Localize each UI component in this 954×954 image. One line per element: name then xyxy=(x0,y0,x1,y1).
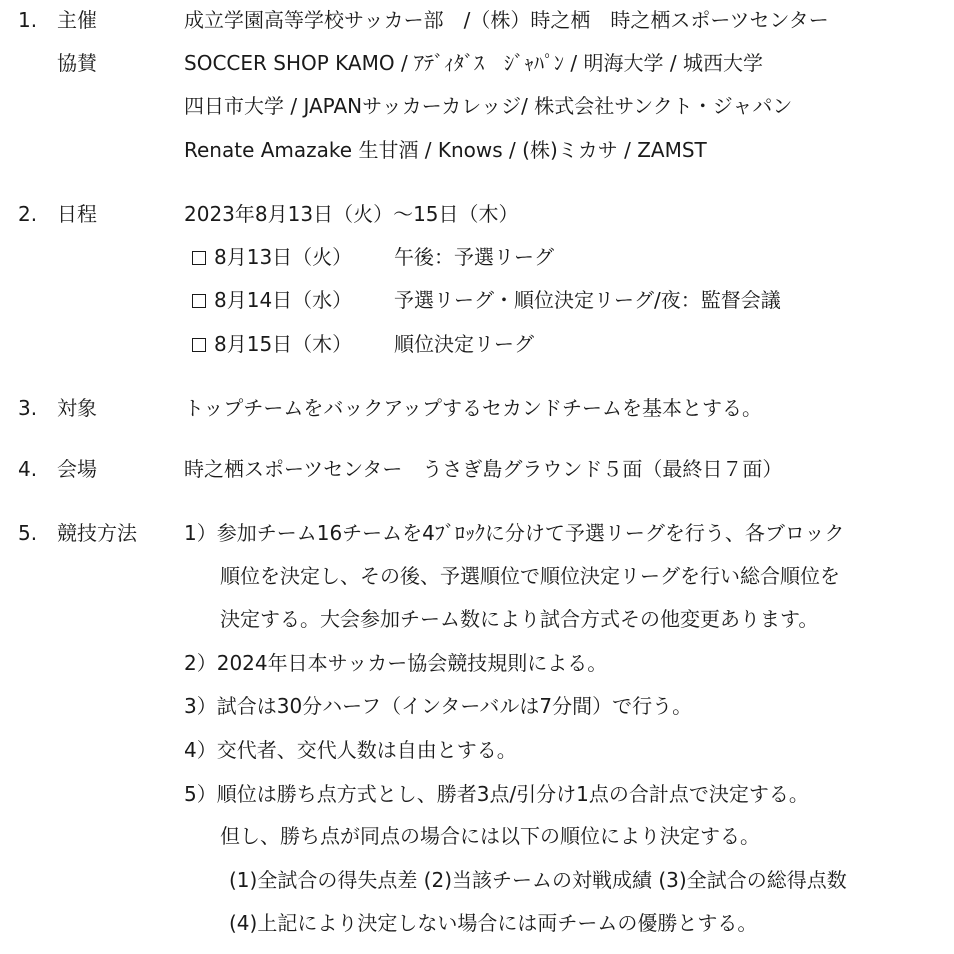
checkbox-icon xyxy=(192,251,206,265)
rule-5-tiebreak-2: (4)上記により決定しない場合には両チームの優勝とする。 xyxy=(229,911,758,935)
host-text: 成立学園高等学校サッカー部 /（株）時之栖 時之栖スポーツセンター xyxy=(184,8,829,32)
rules-label: 競技方法 xyxy=(57,521,137,545)
target-text: トップチームをバックアップするセカンドチームを基本とする。 xyxy=(184,396,762,420)
schedule-desc: 順位決定リーグ xyxy=(394,332,534,356)
rule-1-line-2: 順位を決定し、その後、予選順位で順位決定リーグを行い総合順位を xyxy=(220,564,840,588)
sponsor-label: 協賛 xyxy=(57,51,97,75)
schedule-label: 日程 xyxy=(57,202,97,226)
section-1-number: 1. xyxy=(18,8,38,32)
venue-label: 会場 xyxy=(57,457,97,481)
schedule-item xyxy=(192,286,781,314)
sponsor-line-2: 四日市大学 / JAPANサッカーカレッジ/ 株式会社サンクト・ジャパン xyxy=(184,94,793,118)
schedule-dates: 2023年8月13日（火）～15日（木） xyxy=(184,202,519,226)
schedule-desc: 予選リーグ・順位決定リーグ/夜：監督会議 xyxy=(394,288,781,312)
schedule-item xyxy=(192,330,534,358)
target-label: 対象 xyxy=(57,396,97,420)
rule-1-line-1: 1）参加チーム16チームを4ﾌﾞﾛｯｸに分けて予選リーグを行う、各ブロック xyxy=(184,521,845,545)
section-2-number: 2. xyxy=(18,202,38,226)
section-3-number: 3. xyxy=(18,396,38,420)
section-4-number: 4. xyxy=(18,457,38,481)
schedule-desc: 午後：予選リーグ xyxy=(394,245,554,269)
venue-text: 時之栖スポーツセンター うさぎ島グラウンド５面（最終日７面） xyxy=(184,457,783,481)
rule-2: 2）2024年日本サッカー協会競技規則による。 xyxy=(184,651,608,675)
host-label: 主催 xyxy=(57,8,97,32)
rule-1-line-3: 決定する。大会参加チーム数により試合方式その他変更あります。 xyxy=(220,607,819,631)
rule-5-line-2: 但し、勝ち点が同点の場合には以下の順位により決定する。 xyxy=(220,824,760,848)
rule-4: 4）交代者、交代人数は自由とする。 xyxy=(184,738,517,762)
section-5-number: 5. xyxy=(18,521,38,545)
checkbox-icon xyxy=(192,294,206,308)
schedule-item xyxy=(192,243,554,271)
checkbox-icon xyxy=(192,338,206,352)
rule-3: 3）試合は30分ハーフ（インターバルは7分間）で行う。 xyxy=(184,694,693,718)
schedule-date: 8月14日（水） xyxy=(214,288,353,312)
schedule-date: 8月13日（火） xyxy=(214,245,353,269)
sponsor-line-1: SOCCER SHOP KAMO / ｱﾃﾞｨﾀﾞｽ ｼﾞｬﾊﾟﾝ / 明海大学 / 城西大学 xyxy=(184,51,763,75)
sponsor-line-3: Renate Amazake 生甘酒 / Knows / (株)ミカサ / ZAMST xyxy=(184,138,707,162)
schedule-date: 8月15日（木） xyxy=(214,332,353,356)
rule-5-tiebreak-1: (1)全試合の得失点差 (2)当該チームの対戦成績 (3)全試合の総得点数 xyxy=(229,868,847,892)
rule-5-line-1: 5）順位は勝ち点方式とし、勝者3点/引分け1点の合計点で決定する。 xyxy=(184,782,809,806)
